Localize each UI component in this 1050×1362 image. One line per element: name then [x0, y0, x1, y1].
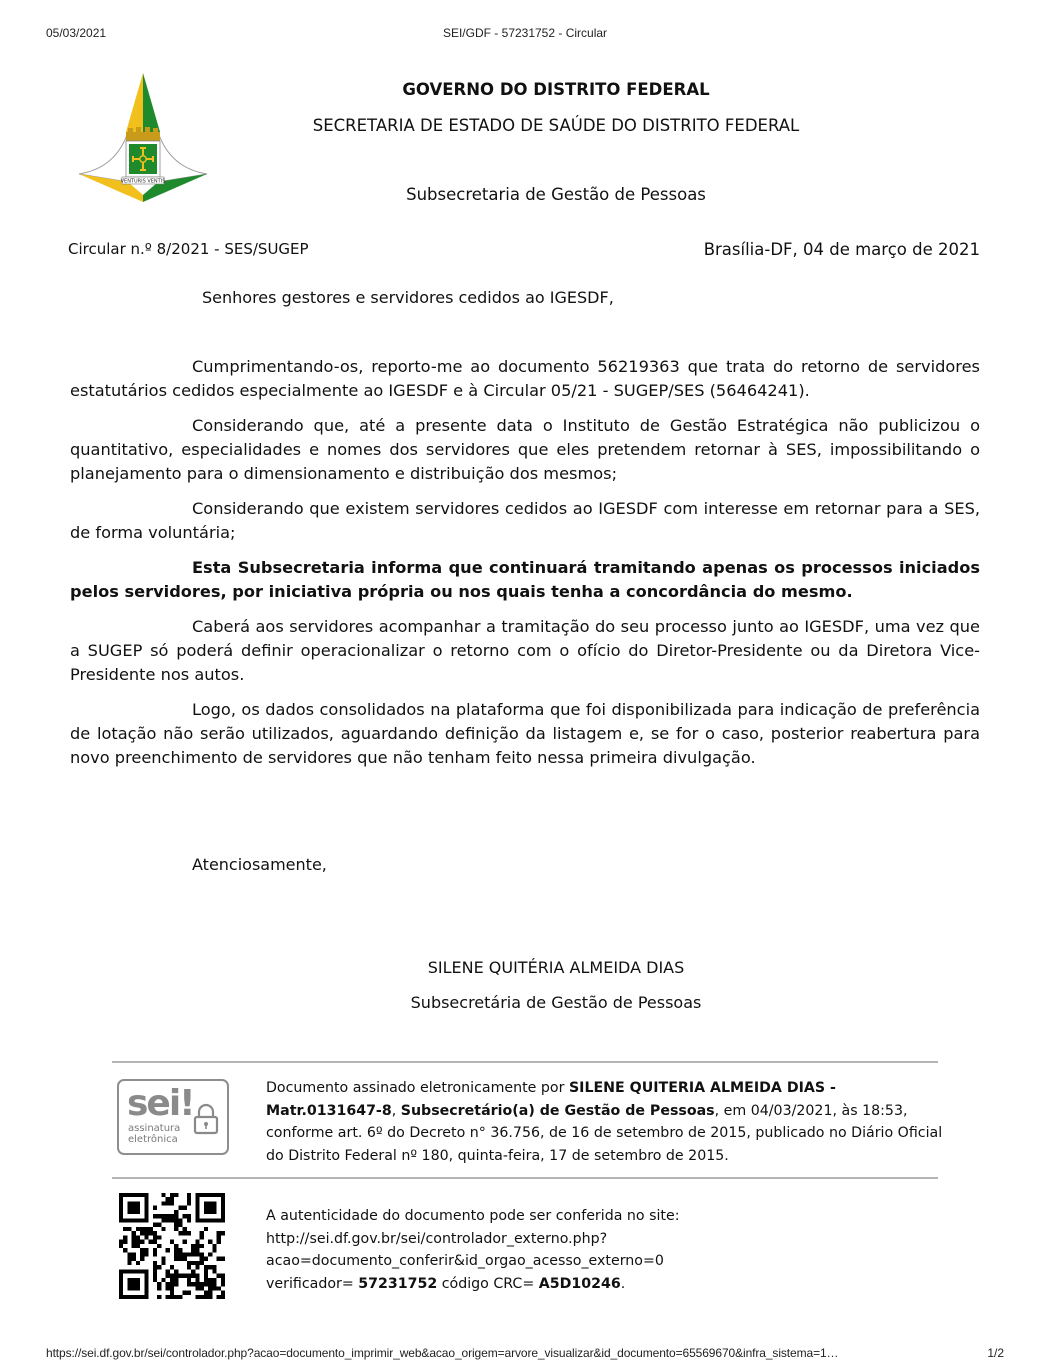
divider — [112, 1177, 938, 1179]
print-page-number: 1/2 — [987, 1346, 1004, 1360]
verify-url-params[interactable]: acao=documento_conferir&id_orgao_acesso_externo=0 — [266, 1253, 664, 1269]
sei-caption-line: assinatura — [128, 1123, 181, 1134]
sei-caption-line: eletrônica — [128, 1134, 178, 1145]
verify-codes — [266, 1273, 786, 1296]
secretariat-heading: SECRETARIA DE ESTADO DE SAÚDE DO DISTRITO FEDERAL — [312, 116, 800, 135]
sign-prefix: Documento assinado eletronicamente por — [266, 1080, 569, 1096]
circular-number: Circular n.º 8/2021 - SES/SUGEP — [68, 240, 309, 258]
sign-sep: , — [391, 1102, 401, 1119]
paragraph: Logo, os dados consolidados na plataforma que foi disponibilizada para indicação de preferência de lotação não serão utilizados, aguardando definição da listagem e, se for o caso, posterior reabertura para novo preenchimento de servidores que não tenham feito nessa primeira divulgação. — [70, 700, 980, 767]
government-heading: GOVERNO DO DISTRITO FEDERAL — [402, 80, 710, 99]
brasao-distrito-federal-icon — [76, 70, 210, 208]
sei-logo-text: sei! — [127, 1083, 194, 1124]
place-date: Brasília-DF, 04 de março de 2021 — [703, 240, 980, 259]
paragraph-highlight: Esta Subsecretaria informa que continuará tramitando apenas os processos iniciados pelos servidores, por iniciativa própria ou nos quais tenha a concordância do mesmo. — [70, 558, 980, 601]
sign-rest: , em 04/03/2021, às 18:53, conforme art. 6º do Decreto n° 36.756, de 16 de setembro de 2015, publicado no Diário Oficial do Distrito Federal nº 180, quinta-feira, 17 de setembro de 2015. — [266, 1102, 943, 1164]
verify-line: A autenticidade do documento pode ser conferida no site: — [266, 1208, 680, 1224]
electronic-signature-text — [266, 1077, 946, 1167]
signer-name: SILENE QUITÉRIA ALMEIDA DIAS — [427, 958, 685, 977]
svg-text:VENTURIS VENTIS: VENTURIS VENTIS — [120, 178, 166, 185]
print-footer — [0, 1346, 1050, 1362]
sign-signer: SILENE QUITERIA ALMEIDA DIAS - Matr.0131647-8 — [266, 1080, 836, 1119]
subsecretariat-heading: Subsecretaria de Gestão de Pessoas — [406, 185, 706, 204]
signer-role: Subsecretária de Gestão de Pessoas — [410, 993, 702, 1012]
paragraph: Considerando que, até a presente data o Instituto de Gestão Estratégica não publicizou o quantitativo, especialidades e nomes dos servidores que eles pretendem retornar à SES, impossibilitando o planejamento para o dimensionamento e distribuição dos mesmos; — [70, 416, 980, 483]
verifier-code: 57231752 — [358, 1275, 438, 1292]
sei-signature-badge — [117, 1079, 229, 1155]
closing: Atenciosamente, — [192, 855, 327, 874]
body-text — [70, 355, 980, 781]
paragraph: Caberá aos servidores acompanhar a tramitação do seu processo junto ao IGESDF, uma vez que a SUGEP só poderá definir operacionalizar o retorno com o ofício do Diretor-Presidente ou da Diretora Vice-Presidente nos autos. — [70, 617, 980, 684]
sei-badge-caption — [128, 1123, 180, 1145]
print-url: https://sei.df.gov.br/sei/controlador.php?acao=documento_imprimir_web&acao_origem=arvore_visualizar&id_documento=65569670&infra_sistema=1… — [46, 1346, 839, 1360]
sign-signer-role: Subsecretário(a) de Gestão de Pessoas — [400, 1102, 715, 1119]
verifier-label: verificador= — [266, 1275, 359, 1292]
print-date: 05/03/2021 — [46, 26, 107, 40]
print-title: SEI/GDF - 57231752 - Circular — [442, 26, 608, 40]
padlock-icon — [193, 1103, 219, 1135]
qr-code-icon — [119, 1193, 225, 1299]
salutation: Senhores gestores e servidores cedidos ao IGESDF, — [202, 288, 614, 307]
paragraph: Cumprimentando-os, reporto-me ao documento 56219363 que trata do retorno de servidores estatutários cedidos especialmente ao IGESDF e à Circular 05/21 - SUGEP/SES (56464241). — [70, 357, 980, 400]
divider — [112, 1061, 938, 1063]
paragraph: Considerando que existem servidores cedidos ao IGESDF com interesse em retornar para a SES, de forma voluntária; — [70, 499, 980, 542]
verification-text — [266, 1205, 786, 1295]
verify-end: . — [620, 1275, 626, 1292]
crc-code: A5D10246 — [538, 1275, 621, 1292]
crc-label: código CRC= — [437, 1275, 539, 1292]
verify-url[interactable]: http://sei.df.gov.br/sei/controlador_externo.php? — [266, 1230, 608, 1247]
